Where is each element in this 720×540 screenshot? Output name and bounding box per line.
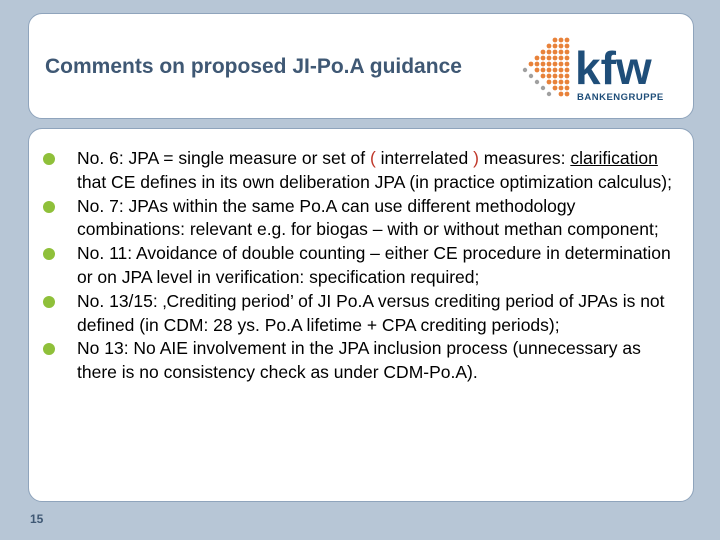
bullet-underlined-text: clarification (570, 148, 658, 168)
bullet-list (43, 147, 673, 385)
bullet-text: No 13: No AIE involvement in the JPA inclusion process (unnecessary as there is no consistency check as under CDM-Po.A). (77, 338, 641, 383)
bullet-text: measures: (478, 148, 571, 168)
bullet-text: No. 11: Avoidance of double counting – either CE procedure in determination or on JPA level in verification: specification required; (77, 243, 671, 287)
bullet-text: that CE defines in its own deliberation JPA (in practice optimization calculus); (77, 171, 672, 192)
bullet-item (43, 147, 673, 195)
bullet-item (43, 337, 673, 385)
logo-dot-pattern (529, 38, 570, 97)
bullet-paren-close: ) (473, 148, 479, 168)
bullet-item (43, 290, 673, 338)
bullet-icon (43, 248, 55, 260)
bullet-text: No. 13/15: ‚Crediting period’ of JI Po.A versus crediting period of JPAs is not defined (in CDM: 28 ys. Po.A lifetime + CPA crediting periods); (77, 290, 665, 335)
bullet-item (43, 195, 673, 243)
bullet-icon (43, 201, 55, 213)
title-panel (28, 13, 694, 119)
bullet-item (43, 242, 673, 290)
bullet-text: No. 6: JPA = single measure or set of (77, 148, 370, 168)
bullet-text: interrelated (375, 148, 474, 168)
logo-wordmark: kfw (575, 42, 652, 94)
logo-subtitle: BANKENGRUPPE (577, 92, 664, 103)
bullet-paren-open: ( (369, 148, 376, 168)
bullet-icon (43, 153, 55, 165)
bullet-icon (43, 296, 55, 308)
slide-title: Comments on proposed JI-Po.A guidance (45, 55, 462, 78)
content-panel (28, 128, 694, 502)
kfw-logo (519, 28, 679, 110)
bullet-text: No. 7: JPAs within the same Po.A can use different methodology combinations: relevant e.g. for biogas – with or without methan component; (77, 195, 659, 240)
page-number: 15 (30, 512, 44, 526)
bullet-icon (43, 343, 55, 355)
